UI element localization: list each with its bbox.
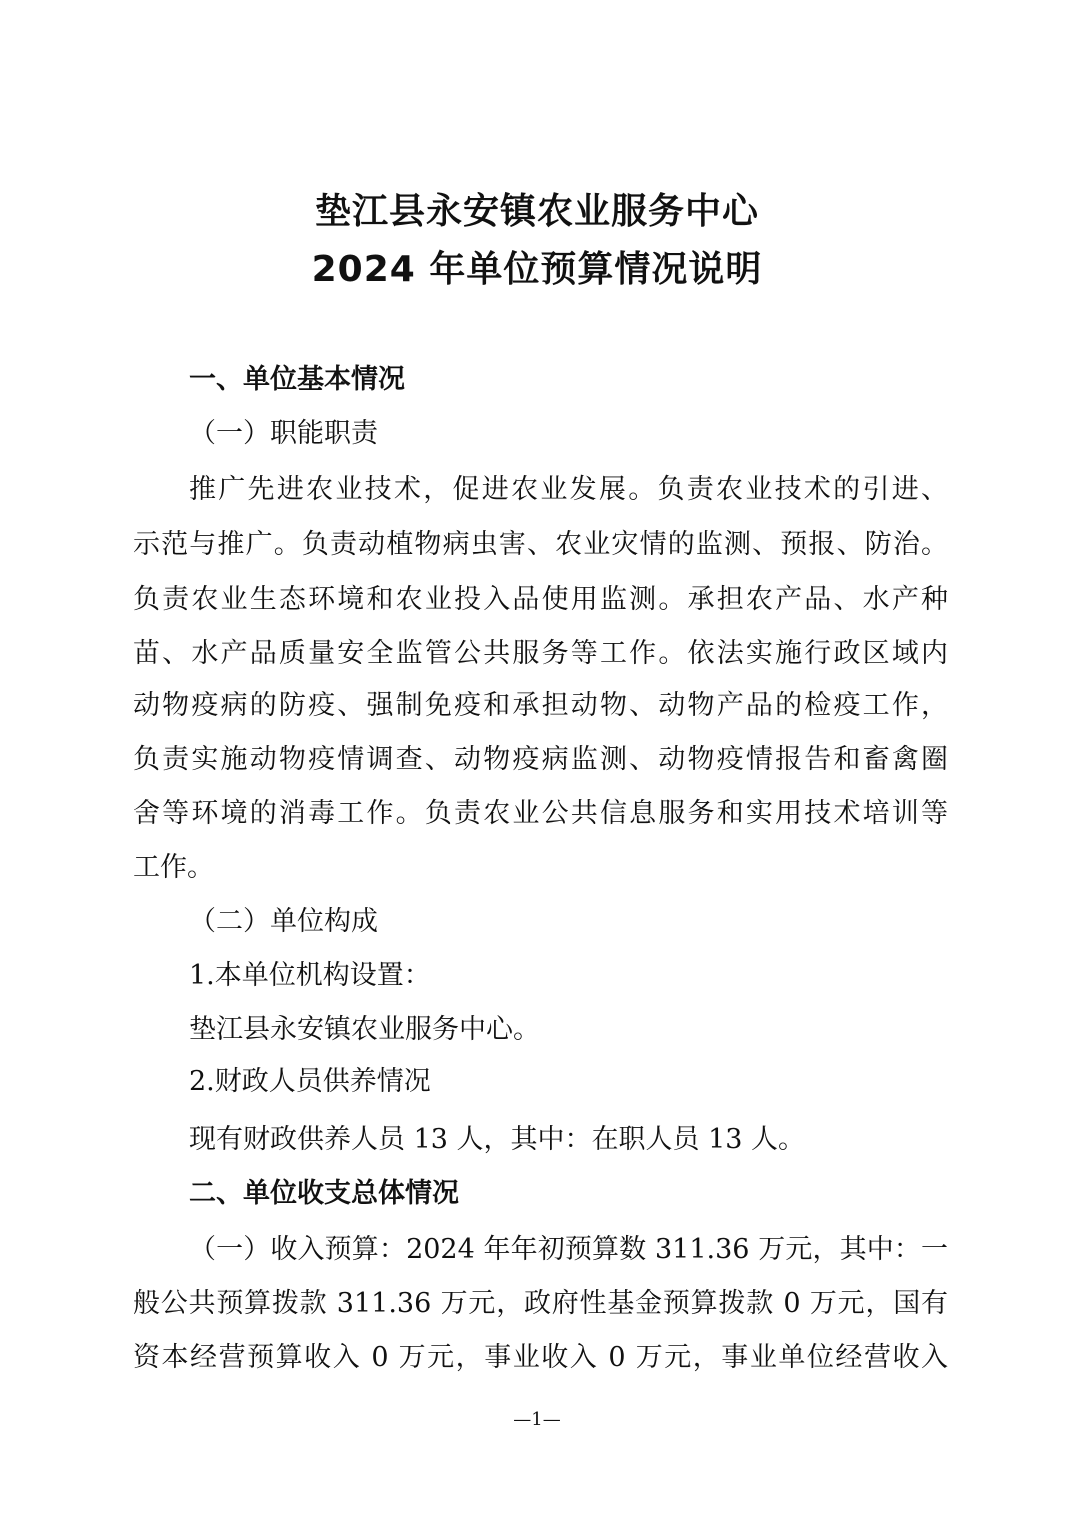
income-paragraph-line: （一）收入预算：2024 年年初预算数 311.36 万元，其中：一 [189, 1234, 948, 1265]
org-setup-label: 1.本单位机构设置： [189, 960, 431, 991]
subsection2-heading: （二）单位构成 [189, 906, 378, 937]
org-setup-value: 垫江县永安镇农业服务中心。 [189, 1014, 540, 1045]
duties-paragraph-line: 推广先进农业技术，促进农业发展。负责农业技术的引进、 [189, 474, 948, 505]
document-title-line2: 2024 年单位预算情况说明 [311, 249, 763, 290]
duties-paragraph-line: 苗、水产品质量安全监管公共服务等工作。依法实施行政区域内 [133, 638, 948, 669]
staff-value: 现有财政供养人员 13 人，其中：在职人员 13 人。 [189, 1124, 806, 1155]
duties-paragraph-line: 负责实施动物疫情调查、动物疫病监测、动物疫情报告和畜禽圈 [133, 744, 948, 775]
income-paragraph-line: 般公共预算拨款 311.36 万元，政府性基金预算拨款 0 万元，国有 [133, 1288, 948, 1319]
duties-paragraph-line: 动物疫病的防疫、强制免疫和承担动物、动物产品的检疫工作， [133, 690, 948, 721]
section1-heading: 一、单位基本情况 [189, 364, 405, 395]
duties-paragraph-line: 舍等环境的消毒工作。负责农业公共信息服务和实用技术培训等 [133, 798, 948, 829]
subsection1-heading: （一）职能职责 [189, 418, 378, 449]
duties-paragraph-line: 示范与推广。负责动植物病虫害、农业灾情的监测、预报、防治。 [133, 529, 948, 560]
staff-label: 2.财政人员供养情况 [189, 1066, 431, 1097]
section2-heading: 二、单位收支总体情况 [189, 1178, 459, 1209]
duties-paragraph-line: 负责农业生态环境和农业投入品使用监测。承担农产品、水产种 [133, 584, 948, 615]
document-title-line1: 垫江县永安镇农业服务中心 [314, 191, 759, 232]
income-paragraph-line: 资本经营预算收入 0 万元，事业收入 0 万元，事业单位经营收入 [133, 1342, 948, 1373]
duties-paragraph-line: 工作。 [133, 852, 214, 883]
page-number: —1— [513, 1409, 561, 1430]
